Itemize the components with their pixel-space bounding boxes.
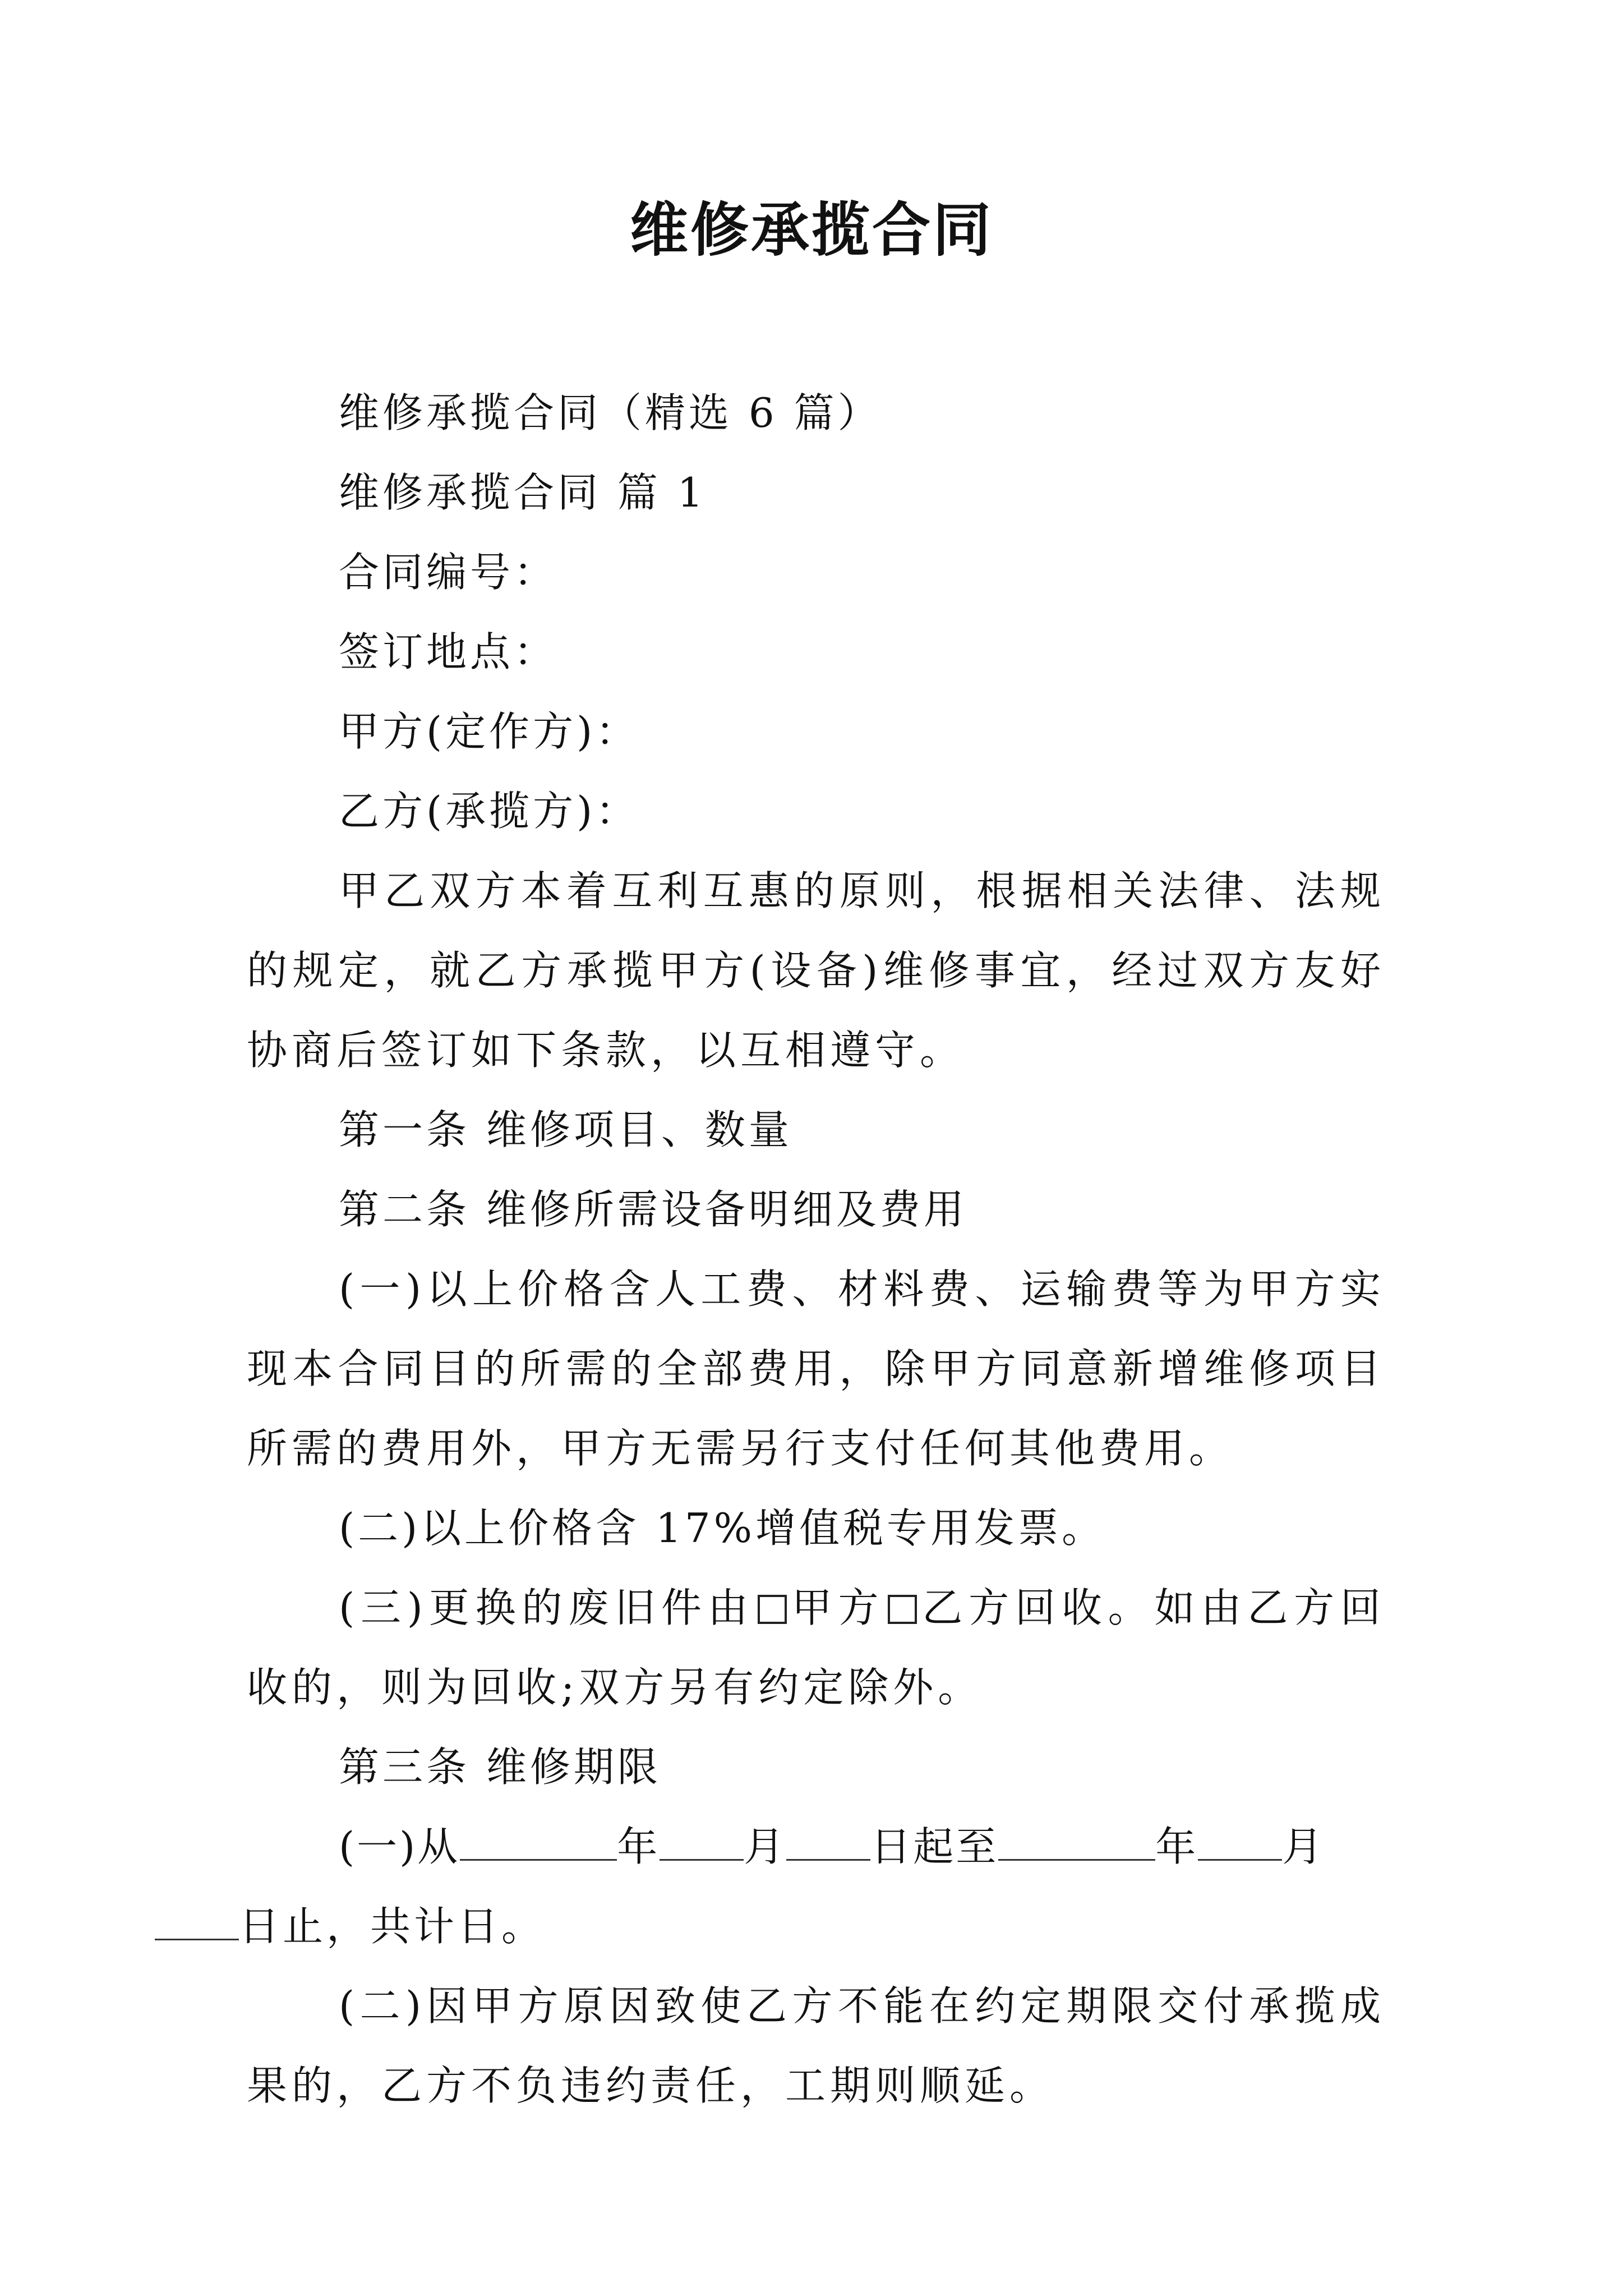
subtitle-line: 维修承揽合同（精选 6 篇） xyxy=(339,389,882,436)
article-2-item-3 xyxy=(247,1568,1385,1727)
end-year-blank[interactable] xyxy=(998,1820,1155,1861)
party-a-field: 甲方(定作方)： xyxy=(339,708,640,755)
article-2-item-2: (二)以上价格含 17%增值税专用发票。 xyxy=(339,1504,1106,1552)
preamble-paragraph: 甲乙双方本着互利互惠的原则，根据相关法律、法规的规定，就乙方承揽甲方(设备)维修事宜，经过双方友好协商后签订如下条款，以互相遵守。 xyxy=(247,867,1385,1074)
article-2-heading: 第二条 维修所需设备明细及费用 xyxy=(339,1186,967,1233)
period-end-label: 日止，共计日。 xyxy=(239,1903,546,1950)
start-day-blank[interactable] xyxy=(786,1820,870,1861)
period-prefix: (一)从 xyxy=(339,1823,460,1870)
end-day-blank[interactable] xyxy=(155,1899,239,1940)
checkbox-party-a[interactable] xyxy=(758,1595,787,1624)
start-year-blank[interactable] xyxy=(460,1820,617,1861)
year2-label: 年 xyxy=(1155,1823,1198,1870)
end-month-blank[interactable] xyxy=(1198,1820,1282,1861)
year-label: 年 xyxy=(617,1823,660,1870)
contract-number-field: 合同编号： xyxy=(339,549,558,596)
article-3-heading: 第三条 维修期限 xyxy=(339,1743,661,1791)
article-3-item-2: (二)因甲方原因致使乙方不能在约定期限交付承揽成果的，乙方不负违约责任，工期则顺延。 xyxy=(247,1982,1385,2109)
day-from-label: 日起至 xyxy=(870,1823,999,1870)
article-1-heading: 第一条 维修项目、数量 xyxy=(339,1106,792,1153)
item-3-prefix: (三)更换的废旧件由 xyxy=(339,1584,754,1631)
signing-place-field: 签订地点： xyxy=(339,628,558,675)
month2-label: 月 xyxy=(1282,1823,1325,1870)
document-body xyxy=(239,373,1385,2125)
party-b-field: 乙方(承揽方)： xyxy=(339,788,640,835)
article-3-item-1 xyxy=(239,1807,1385,1966)
month-label: 月 xyxy=(744,1823,787,1870)
start-month-blank[interactable] xyxy=(660,1820,744,1861)
article-2-item-1: (一)以上价格含人工费、材料费、运输费等为甲方实现本合同目的所需的全部费用，除甲方同意新增维修项目所需的费用外，甲方无需另行支付任何其他费用。 xyxy=(247,1266,1385,1472)
part-heading: 维修承揽合同 篇 1 xyxy=(339,469,707,516)
document-title: 维修承揽合同 xyxy=(629,196,993,264)
checkbox-party-b[interactable] xyxy=(888,1595,917,1624)
option-party-a-label: 甲方 xyxy=(790,1584,885,1631)
option-party-b-label: 乙方回收。如由乙方回收的，则为回收;双方另有约定除外。 xyxy=(247,1584,1385,1711)
